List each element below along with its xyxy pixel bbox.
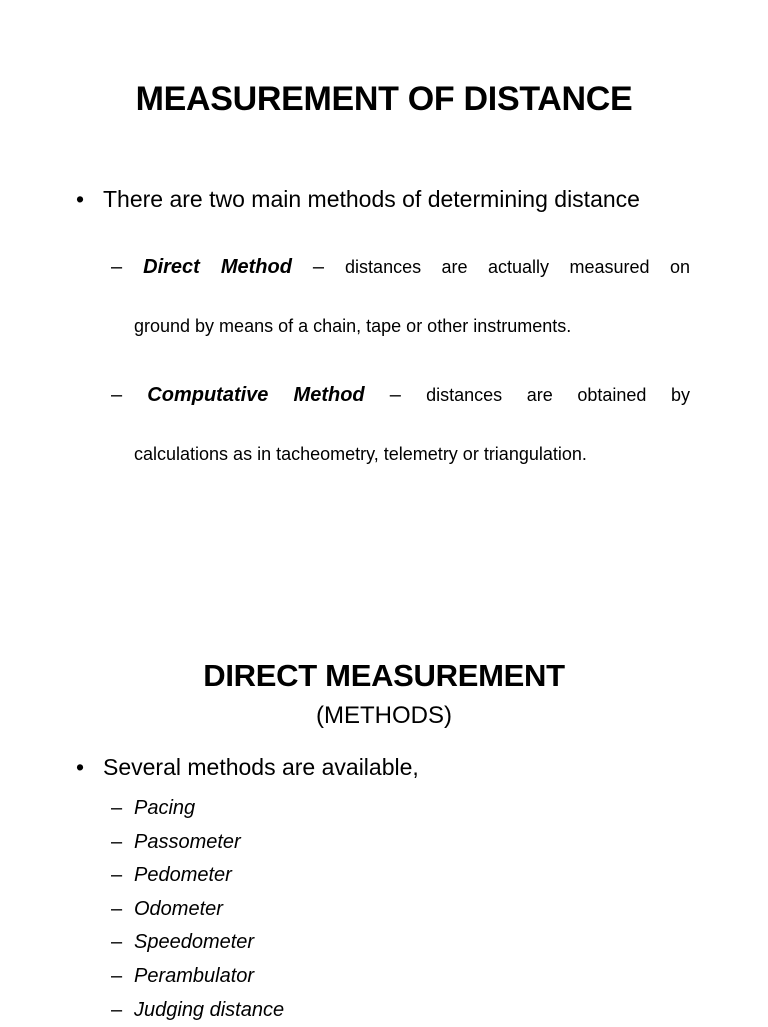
method-description: distances are actually measured on: [345, 257, 690, 277]
slide-title: DIRECT MEASUREMENT: [203, 658, 565, 693]
dash-marker: –: [111, 797, 123, 819]
list-item: [111, 826, 284, 860]
slide-direct-measurement: [0, 512, 768, 1024]
bullet-point: [76, 186, 640, 213]
term-separator: –: [291, 256, 346, 278]
method-label: Perambulator: [134, 964, 255, 987]
list-item: [111, 926, 284, 960]
dash-marker: –: [111, 998, 123, 1021]
sub-item-computative-method: [111, 384, 690, 465]
method-description-continued: calculations as in tacheometry, telemetry or triangulation.: [134, 444, 587, 464]
dash-marker: –: [111, 256, 123, 278]
method-label: Pacing: [134, 797, 196, 819]
sub-item-direct-method: [111, 256, 690, 337]
method-term: Computative Method: [147, 384, 365, 406]
method-label: Judging distance: [134, 998, 285, 1021]
method-description: distances are obtained by: [426, 385, 690, 405]
method-label: Odometer: [134, 897, 223, 920]
dash-marker: –: [111, 931, 123, 954]
bullet-dot: •: [76, 186, 85, 212]
list-item: [111, 893, 284, 927]
term-separator: –: [364, 384, 427, 406]
slide-measurement-of-distance: [0, 0, 768, 512]
dash-marker: –: [111, 384, 123, 406]
bullet-point: [76, 754, 419, 781]
bullet-text: There are two main methods of determining distance: [103, 186, 640, 212]
method-label: Pedometer: [134, 864, 232, 887]
methods-list: [111, 792, 284, 1027]
list-item: [111, 960, 284, 994]
list-item: [111, 792, 284, 826]
dash-marker: –: [111, 864, 123, 887]
sub-item-first-line: [111, 256, 690, 290]
dash-marker: –: [111, 964, 123, 987]
slide-subtitle: (METHODS): [316, 702, 452, 729]
bullet-text: Several methods are available,: [103, 754, 419, 780]
method-label: Speedometer: [134, 931, 255, 954]
method-term: Direct Method: [143, 256, 292, 278]
method-label: Passometer: [134, 830, 241, 853]
method-description-continued: ground by means of a chain, tape or other instruments.: [134, 316, 572, 336]
sub-item-first-line: [111, 384, 690, 418]
bullet-dot: •: [76, 754, 85, 780]
dash-marker: –: [111, 897, 123, 920]
slide-title: MEASUREMENT OF DISTANCE: [135, 80, 633, 118]
list-item: [111, 994, 284, 1027]
list-item: [111, 859, 284, 893]
dash-marker: –: [111, 830, 123, 853]
